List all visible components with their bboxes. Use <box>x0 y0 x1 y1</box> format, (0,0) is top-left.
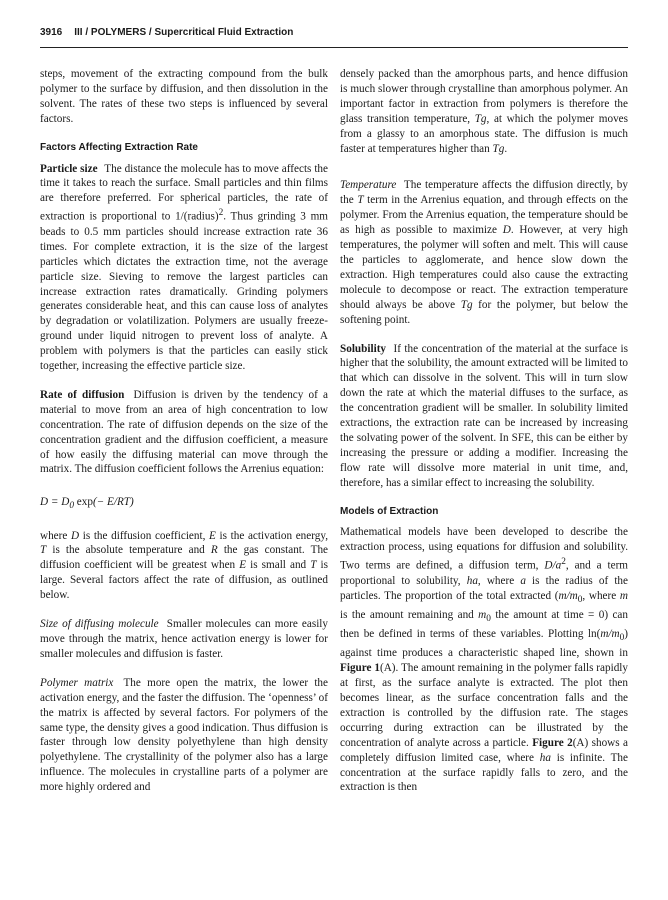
paragraph-rate-of-diffusion: Rate of diffusion Diffusion is driven by the tendency of a material to move from an area of high concentration to low concentration. The rate of diffusion depends on the size of the concentration gradient and the diffusion coefficient, a measure of how easily the diffusing material can move through the matrix. The diffusion coefficient follows the Arrenius equation: <box>40 388 329 476</box>
run-in-heading-molecule-size: Size of diffusing molecule <box>40 618 159 631</box>
section-heading-factors: Factors Affecting Extraction Rate <box>40 141 198 153</box>
figure-1-reference: Figure 1 <box>340 662 380 675</box>
paragraph-models: Mathematical models have been developed to describe the extraction process, using equations for diffusion and solubility. Two terms are defined, a diffusion term, $D/a^2$, and a term proportional to solubility, ha, where a is the radius of the particles. The proportion of the total extracted ($m/m_0$, where m is the amount remaining and $m_0$ the amount at time = 0) can then be defined in terms of these variables. Plotting $\ln(m/m_0)$ against time produces a characteristic shaped line, shown in Figure 1(A). The amount remaining in the polymer falls rapidly at first, as the surface analyte is extracted. The plot then becomes linear, as the surface concentration falls and the extraction is controlled by the diffusion rate. The stages occurring during extraction can be illustrated by the concentration of analyte across a particle. Figure 2(A) shows a completely diffusion limited case, where ha is infinite. The concentration at the surface rapidly falls to zero, and the extraction is then <box>340 526 628 794</box>
paragraph-molecule-size: Size of diffusing molecule Smaller molecules can more easily move through the matrix, hence activation energy is lower for smaller molecules and diffusion is faster. <box>40 618 329 660</box>
paragraph-crystallinity: densely packed than the amorphous parts, and hence diffusion is much slower through crystalline than amorphous polymer. An important factor in extraction from polymers is therefore the glass transition temperature, Tg, at which the polymer moves from a glassy to an amorphous state. The diffusion is much faster at temperatures higher than Tg. <box>340 68 628 155</box>
paragraph-polymer-matrix: Polymer matrix The more open the matrix, the lower the activation energy, and the faster the diffusion. The ‘openness’ of the matrix is affected by several factors. For polymers of the same type, the density gives a good indication. Thus diffusion is faster through low density polyethylene than high density polyethylene. The crystallinity of the polymer also has a large influence. The molecules in crystalline parts of a polymer are more highly ordered and <box>40 676 328 794</box>
running-title: III / POLYMERS / Supercritical Fluid Extraction <box>74 27 294 38</box>
right-column <box>340 67 628 795</box>
paragraph-solubility: Solubility If the concentration of the material at the surface is higher that the solubility, the amount extracted will be limited to that which can dissolve in the solvent. This will in turn slow down the rate at which the material diffuses to the surface, as the concentration gradient will be smaller. In solubility limited extractions, the extraction rate can be increased by increasing the solvating power of the solvent. In SFE, this can be either by increasing the pressure or adding a modifier. Increasing the flow rate will dissolve more material in unit time, and, therefore, has a similar effect to increasing the solubility. <box>340 342 628 489</box>
paragraph-particle-size: Particle size The distance the molecule has to move affects the time it takes to reach the surface. Small particles and thin films are therefore preferred. For spherical particles, the rate of extraction is proportional to 1/(radius)$^2$. Thus grinding 3 mm beads to 0.5 mm particles should increase extraction rate 36 times. For complete extraction, it is the size of the largest particles which dictates the extraction time, not the average particle size. Sieving to remove the largest particles can increase extraction rates dramatically. Grinding polymers generates considerable heat, and this can cause loss of analytes by degradation or volatilization. Polymers are usually freeze-ground under liquid nitrogen to prevent loss of analyte. A problem with polymers is that the particles can easily stick together, increasing the effective particle size. <box>40 162 328 373</box>
section-heading-models: Models of Extraction <box>340 505 439 517</box>
figure-2-reference: Figure 2 <box>532 736 573 749</box>
run-in-heading-polymer-matrix: Polymer matrix <box>40 676 114 689</box>
left-column <box>40 67 328 795</box>
paragraph-where: where D is the diffusion coefficient, E is the activation energy, T is the absolute temperature and R the gas constant. The diffusion coefficient will be greatest when E is small and T is large. Several factors affect the rate of diffusion, as outlined below. <box>40 529 329 602</box>
run-in-heading-solubility: Solubility <box>340 342 387 355</box>
paragraph-intro: steps, movement of the extracting compound from the bulk polymer to the surface by diffusion, and then dissolution in the solvent. The rates of these two steps is influenced by several factors. <box>40 68 328 125</box>
run-in-heading-temperature: Temperature <box>340 179 397 192</box>
run-in-heading-rate-of-diffusion: Rate of diffusion <box>40 388 125 401</box>
running-header <box>40 27 628 48</box>
page-number: 3916 <box>40 27 63 38</box>
run-in-heading-particle-size: Particle size <box>40 162 98 175</box>
arrhenius-equation: $D = D_0$ exp(− E/RT) <box>40 496 134 512</box>
paragraph-temperature: Temperature The temperature affects the diffusion directly, by the T term in the Arrenius equation, and through effects on the polymer. From the Arrenius equation, the temperature should be as high as possible to maximize D. However, at very high temperatures, the polymer will soften and melt. This will cause the particles to agglomerate, and hence slow down the extraction. High temperatures could also cause the extracting molecule to decompose or react. The extraction temperature should always be above Tg for the polymer, but below the softening point. <box>340 179 629 326</box>
